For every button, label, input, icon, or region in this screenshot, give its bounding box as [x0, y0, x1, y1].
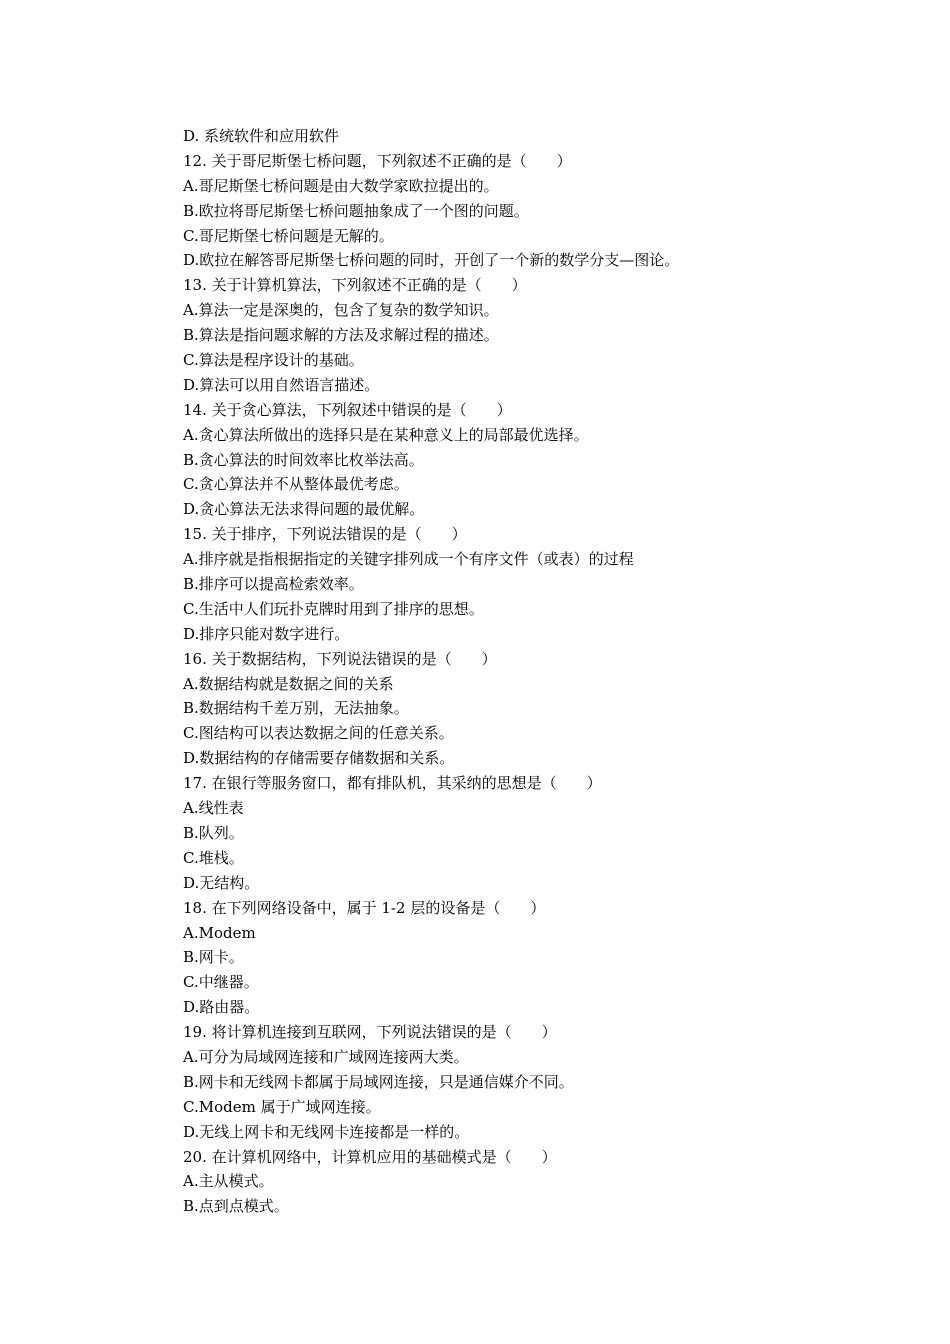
option-line: B.贪心算法的时间效率比枚举法高。	[183, 450, 424, 469]
option-line: B.排序可以提高检索效率。	[183, 575, 364, 594]
option-line: A.哥尼斯堡七桥问题是由大数学家欧拉提出的。	[183, 176, 499, 195]
option-line: A.主从模式。	[183, 1172, 274, 1191]
option-line: D.路由器。	[183, 998, 260, 1017]
option-line: C.算法是程序设计的基础。	[183, 351, 364, 370]
option-line: B.网卡。	[183, 948, 244, 967]
question-line: 13. 关于计算机算法，下列叙述不正确的是（ ）	[183, 276, 527, 295]
option-line: C.生活中人们玩扑克牌时用到了排序的思想。	[183, 599, 484, 618]
question-line: 19. 将计算机连接到互联网，下列说法错误的是（ ）	[183, 1023, 557, 1042]
option-line: D.排序只能对数字进行。	[183, 624, 350, 643]
question-list	[183, 124, 883, 1219]
option-line: D.贪心算法无法求得问题的最优解。	[183, 500, 425, 519]
option-line: D.数据结构的存储需要存储数据和关系。	[183, 749, 455, 768]
option-line: B.数据结构千差万别，无法抽象。	[183, 699, 409, 718]
option-line: C.贪心算法并不从整体最优考虑。	[183, 475, 409, 494]
option-line: A.可分为局域网连接和广域网连接两大类。	[183, 1047, 469, 1066]
option-line: B.队列。	[183, 823, 244, 842]
question-line: 20. 在计算机网络中，计算机应用的基础模式是（ ）	[183, 1147, 557, 1166]
question-line: 12. 关于哥尼斯堡七桥问题，下列叙述不正确的是（ ）	[183, 151, 572, 170]
option-line: A.算法一定是深奥的，包含了复杂的数学知识。	[183, 301, 499, 320]
option-line: B.欧拉将哥尼斯堡七桥问题抽象成了一个图的问题。	[183, 201, 529, 220]
question-line: 16. 关于数据结构，下列说法错误的是（ ）	[183, 649, 497, 668]
option-line: A.贪心算法所做出的选择只是在某种意义上的局部最优选择。	[183, 425, 589, 444]
question-line: 15. 关于排序，下列说法错误的是（ ）	[183, 525, 467, 544]
option-line: A.数据结构就是数据之间的关系	[183, 674, 394, 693]
option-line: A.排序就是指根据指定的关键字排列成一个有序文件（或表）的过程	[183, 550, 634, 569]
option-line: C.中继器。	[183, 973, 259, 992]
option-line: C.Modem 属于广域网连接。	[183, 1097, 381, 1116]
option-line: C.堆栈。	[183, 848, 244, 867]
question-line: 17. 在银行等服务窗口，都有排队机，其采纳的思想是（ ）	[183, 774, 602, 793]
option-line: D.无线上网卡和无线网卡连接都是一样的。	[183, 1122, 470, 1141]
question-line: 18. 在下列网络设备中，属于 1-2 层的设备是（ ）	[183, 898, 546, 917]
option-line: D.无结构。	[183, 873, 260, 892]
option-line: B.算法是指问题求解的方法及求解过程的描述。	[183, 326, 499, 345]
option-line: A.线性表	[183, 799, 244, 818]
option-line: D. 系统软件和应用软件	[183, 127, 340, 145]
question-line: 14. 关于贪心算法，下列叙述中错误的是（ ）	[183, 400, 512, 419]
option-line: D.欧拉在解答哥尼斯堡七桥问题的同时，开创了一个新的数学分支—图论。	[183, 251, 680, 270]
option-line: A.Modem	[183, 923, 256, 942]
option-line: C.图结构可以表达数据之间的任意关系。	[183, 724, 454, 743]
option-line: B.网卡和无线网卡都属于局域网连接，只是通信媒介不同。	[183, 1072, 574, 1091]
option-line: C.哥尼斯堡七桥问题是无解的。	[183, 226, 394, 245]
option-line: D.算法可以用自然语言描述。	[183, 375, 380, 394]
option-line: B.点到点模式。	[183, 1197, 289, 1216]
